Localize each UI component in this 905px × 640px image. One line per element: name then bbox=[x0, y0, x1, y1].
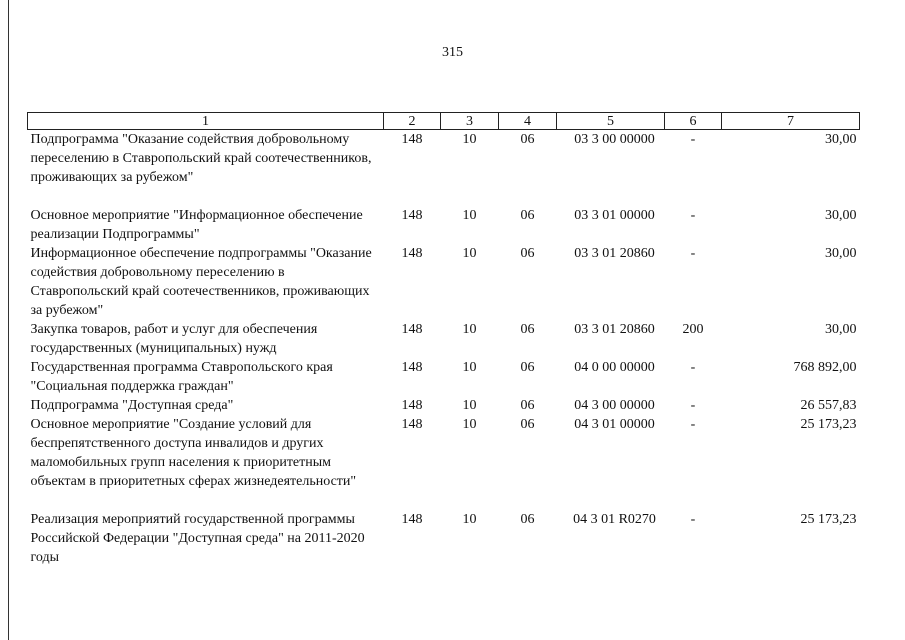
row-sum: 768 892,00 bbox=[793, 360, 857, 375]
header-col-4: 4 bbox=[499, 113, 557, 130]
header-col-7: 7 bbox=[722, 113, 860, 130]
row-rz: 10 bbox=[462, 208, 477, 223]
row-ved: 148 bbox=[401, 132, 423, 147]
row-vr: - bbox=[690, 208, 696, 223]
row-vr: 200 bbox=[682, 322, 704, 337]
row-name: Реализация мероприятий государственной программы Российской Федерации "Доступная среда" на 2011-2020 годы bbox=[30, 512, 365, 565]
row-sum: 30,00 bbox=[825, 246, 857, 261]
table-row bbox=[28, 415, 860, 510]
row-name: Государственная программа Ставропольского края "Социальная поддержка граждан" bbox=[30, 360, 333, 394]
row-sum: 26 557,83 bbox=[800, 398, 857, 413]
page-left-border bbox=[8, 0, 9, 640]
row-pr: 06 bbox=[520, 132, 535, 147]
row-ved: 148 bbox=[401, 398, 423, 413]
row-sum: 25 173,23 bbox=[800, 417, 857, 432]
header-col-5: 5 bbox=[557, 113, 665, 130]
row-ved: 148 bbox=[401, 512, 423, 527]
table-row bbox=[28, 510, 860, 567]
table-row bbox=[28, 244, 860, 320]
header-row bbox=[28, 113, 860, 130]
row-ved: 148 bbox=[401, 208, 423, 223]
table-row bbox=[28, 358, 860, 396]
row-pr: 06 bbox=[520, 208, 535, 223]
row-csr: 03 3 01 00000 bbox=[574, 208, 655, 223]
row-csr: 04 3 01 R0270 bbox=[573, 512, 656, 527]
row-name: Подпрограмма "Доступная среда" bbox=[30, 398, 234, 413]
row-pr: 06 bbox=[520, 322, 535, 337]
row-vr: - bbox=[690, 398, 696, 413]
row-rz: 10 bbox=[462, 322, 477, 337]
row-csr: 03 3 00 00000 bbox=[574, 132, 655, 147]
row-vr: - bbox=[690, 512, 696, 527]
header-col-2: 2 bbox=[384, 113, 441, 130]
row-vr: - bbox=[690, 417, 696, 432]
header-col-3: 3 bbox=[441, 113, 499, 130]
row-vr: - bbox=[690, 132, 696, 147]
row-name: Основное мероприятие "Информационное обеспечение реализации Подпрограммы" bbox=[30, 208, 363, 242]
budget-table bbox=[27, 112, 860, 567]
row-vr: - bbox=[690, 246, 696, 261]
row-name: Закупка товаров, работ и услуг для обеспечения государственных (муниципальных) нужд bbox=[30, 322, 318, 356]
row-ved: 148 bbox=[401, 322, 423, 337]
table-row bbox=[28, 130, 860, 207]
row-ved: 148 bbox=[401, 246, 423, 261]
header-col-1: 1 bbox=[28, 113, 384, 130]
row-name: Информационное обеспечение подпрограммы "Оказание содействия добровольному переселению в Ставропольский край соотечественников, проживающих за рубежом" bbox=[30, 246, 372, 318]
row-pr: 06 bbox=[520, 360, 535, 375]
row-pr: 06 bbox=[520, 246, 535, 261]
row-name: Подпрограмма "Оказание содействия добровольному переселению в Ставропольский край соотечественников, проживающих за рубежом" bbox=[30, 132, 372, 185]
table-row bbox=[28, 206, 860, 244]
row-ved: 148 bbox=[401, 417, 423, 432]
row-csr: 03 3 01 20860 bbox=[574, 246, 655, 261]
row-vr: - bbox=[690, 360, 696, 375]
row-csr: 04 3 01 00000 bbox=[574, 417, 655, 432]
table-row bbox=[28, 396, 860, 415]
row-pr: 06 bbox=[520, 398, 535, 413]
row-rz: 10 bbox=[462, 512, 477, 527]
row-csr: 03 3 01 20860 bbox=[574, 322, 655, 337]
row-rz: 10 bbox=[462, 132, 477, 147]
row-csr: 04 3 00 00000 bbox=[574, 398, 655, 413]
row-pr: 06 bbox=[520, 512, 535, 527]
row-sum: 30,00 bbox=[825, 322, 857, 337]
row-rz: 10 bbox=[462, 417, 477, 432]
table-row bbox=[28, 320, 860, 358]
row-sum: 30,00 bbox=[825, 208, 857, 223]
row-rz: 10 bbox=[462, 398, 477, 413]
row-sum: 25 173,23 bbox=[800, 512, 857, 527]
row-pr: 06 bbox=[520, 417, 535, 432]
row-name: Основное мероприятие "Создание условий для беспрепятственного доступа инвалидов и других маломобильных групп населения к приоритетным объектам в приоритетных сферах жизнедеятельности" bbox=[30, 417, 357, 489]
row-rz: 10 bbox=[462, 246, 477, 261]
row-rz: 10 bbox=[462, 360, 477, 375]
row-csr: 04 0 00 00000 bbox=[574, 360, 655, 375]
header-col-6: 6 bbox=[665, 113, 722, 130]
row-ved: 148 bbox=[401, 360, 423, 375]
row-sum: 30,00 bbox=[825, 132, 857, 147]
page-number: 315 bbox=[442, 45, 463, 60]
